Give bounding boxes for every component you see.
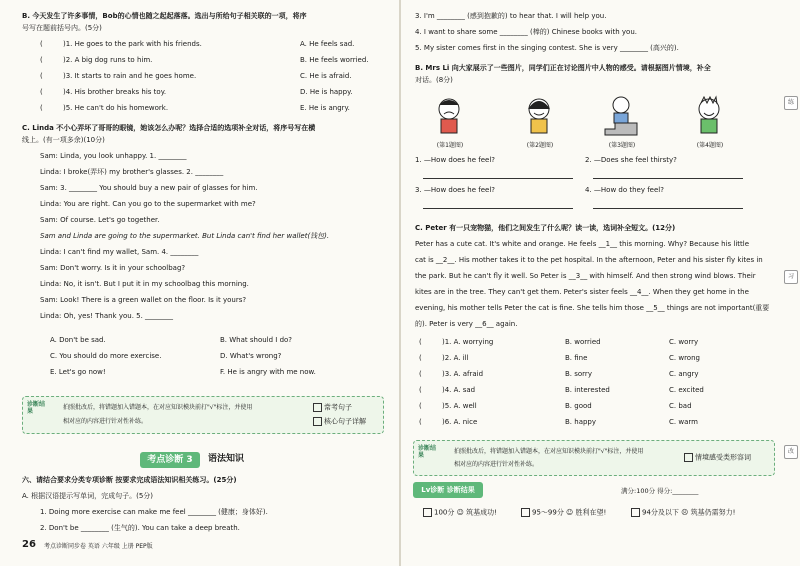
dialogue-line-1: Sam: Linda, you look unhappy. 1. ________ (40, 152, 187, 160)
result-3: 94分及以下 ☹ 筑基仍需努力! (631, 508, 735, 518)
passage-line-4: kites are in the tree. They can't get them. Peter's sister feels __4__. When they get home in the (415, 288, 749, 296)
choice-6-b: B. happy (565, 418, 597, 426)
passage-line-2: cat is __2__. His mother takes it to the pet hospital. In the afternoon, Peter and his sister fly kites in (415, 256, 763, 264)
b-option-B: B. He feels worried. (300, 56, 369, 64)
right-page (401, 0, 800, 566)
right-diag-check[interactable]: 情境感受类形容词 (684, 453, 751, 463)
left-diagnosis-box (22, 396, 384, 434)
right-b-title: B. Mrs Li 向大家展示了一些图片，同学们正在讨论图片中人物的感受。请根据图片情境，补全 (415, 64, 711, 72)
choice-row-1: ( )1. A. worrying (419, 338, 494, 346)
result-1: 100分 ☺ 筑基成功! (423, 508, 497, 518)
option-E: E. Let's go now! (50, 368, 106, 376)
left-diag-label: 诊断结果 (27, 401, 46, 415)
section-tag: 考点诊断 3 (140, 452, 200, 468)
b-option-C: C. He is afraid. (300, 72, 352, 80)
left-a-title: A. 根据汉语提示写单词，完成句子。(5分) (22, 492, 154, 500)
choice-5-c: C. bad (669, 402, 692, 410)
right-q4: 4. I want to share some ________ (棒的) Chinese books with you. (415, 28, 637, 36)
choice-row-2: ( )2. A. ill (419, 354, 469, 362)
pic-q1: 1. —How does he feel? (415, 156, 496, 164)
result-2: 95～99分 ☺ 胜利在望! (521, 508, 606, 518)
dialogue-line-9: Linda: No, it isn't. But I put it in my schoolbag this morning. (40, 280, 249, 288)
right-c-title: C. Peter 有一只宠物猫，他们之间发生了什么呢？读一读，选词补全短文。(12分) (415, 224, 676, 232)
right-diagnosis-box (413, 440, 775, 476)
pic-q2: 2. —Does she feel thirsty? (585, 156, 677, 164)
checkbox-icon (684, 453, 693, 462)
left-c-title: C. Linda 不小心弄坏了哥哥的眼镜，她该怎么办呢？选择合适的选项补全对话，将序号写在横 (22, 124, 316, 132)
b-item-4: ( )4. His brother breaks his toy. (40, 88, 167, 96)
left-diag-check-1[interactable]: 常考句子 (313, 403, 352, 413)
side-tab-2[interactable]: 习 (784, 270, 798, 284)
side-tab-3[interactable]: 改 (784, 445, 798, 459)
choice-2-b: B. fine (565, 354, 588, 362)
left-c-title2: 线上。(有一项多余)(10分) (22, 136, 105, 144)
dialogue-line-2: Linda: I broke(弄坏) my brother's glasses. 2. ________ (40, 168, 224, 176)
passage-line-1: Peter has a cute cat. It's white and orange. He feels __1__ this morning. Why? Because his little (415, 240, 750, 248)
passage-line-6: 的). Peter is very __6__ again. (415, 320, 518, 328)
result-tag: Lv诊断 诊断结果 (413, 482, 483, 498)
dialogue-line-4: Linda: You are right. Can you go to the supermarket with me? (40, 200, 256, 208)
figure-1-sad-boy (429, 95, 469, 137)
figure-2-girl (519, 95, 559, 137)
dialogue-line-7: Linda: I can't find my wallet, Sam. 4. ________ (40, 248, 199, 256)
b-option-E: E. He is angry. (300, 104, 350, 112)
b-item-3: ( )3. It starts to rain and he goes home. (40, 72, 197, 80)
side-tab-1[interactable]: 练 (784, 96, 798, 110)
checkbox-icon[interactable] (631, 508, 640, 517)
answer-line-2[interactable] (593, 178, 743, 179)
right-diag-label: 诊断结果 (418, 445, 437, 459)
checkbox-icon (313, 417, 322, 426)
choice-1-b: B. worried (565, 338, 601, 346)
a-q2: 2. Don't be ________ (生气的). You can take a deep breath. (40, 524, 240, 532)
dialogue-line-5: Sam: Of course. Let's go together. (40, 216, 160, 224)
page-number: 26 (22, 539, 36, 550)
option-C: C. You should do more exercise. (50, 352, 162, 360)
dialogue-line-8: Sam: Don't worry. Is it in your schoolbag? (40, 264, 186, 272)
left-b-title2: 号写在题前括号内。(5分) (22, 24, 102, 32)
b-option-A: A. He feels sad. (300, 40, 355, 48)
right-diag-text2: 相对应的内容进行针对性补练。 (454, 461, 539, 468)
option-B: B. What should I do? (220, 336, 293, 344)
left-page (0, 0, 399, 566)
checkbox-icon[interactable] (521, 508, 530, 517)
choice-2-c: C. wrong (669, 354, 700, 362)
checkbox-icon (313, 403, 322, 412)
choice-4-b: B. interested (565, 386, 610, 394)
figure-3-boy-stairs (601, 95, 641, 137)
answer-line-3[interactable] (423, 208, 573, 209)
caption-1: (第1题图) (436, 142, 464, 149)
choice-4-c: C. excited (669, 386, 704, 394)
a-q1: 1. Doing more exercise can make me feel ________ (健康；身体好). (40, 508, 268, 516)
b-item-5: ( )5. He can't do his homework. (40, 104, 169, 112)
left-diag-text: 拍照批改后，将错题加入错题本，在对应知识模块前打"√"标注，并使用 (63, 404, 253, 411)
choice-row-6: ( )6. A. nice (419, 418, 478, 426)
right-q3: 3. I'm ________ (感到抱歉的) to hear that. I will help you. (415, 12, 607, 20)
option-D: D. What's wrong? (220, 352, 282, 360)
score-line: 满分:100分 得分:________ (621, 487, 699, 495)
caption-3: (第3题图) (608, 142, 636, 149)
choice-3-c: C. angry (669, 370, 699, 378)
choice-6-c: C. warm (669, 418, 698, 426)
right-b-title2: 对话。(8分) (415, 76, 453, 84)
passage-line-5: evening, his mother tells Peter the cat is fine. She tells him those __5__ things are not important(重要 (415, 304, 770, 312)
pic-q4: 4. —How do they feel? (585, 186, 664, 194)
caption-2: (第2题图) (526, 142, 554, 149)
dialogue-line-10: Sam: Look! There is a green wallet on the floor. Is it yours? (40, 296, 247, 304)
b-item-1: ( )1. He goes to the park with his friends. (40, 40, 202, 48)
pic-q3: 3. —How does he feel? (415, 186, 496, 194)
right-diag-text: 拍照批改后，将错题加入错题本，在对应知识模块前打"√"标注，并使用 (454, 448, 644, 455)
choice-1-c: C. worry (669, 338, 699, 346)
caption-4: (第4题图) (696, 142, 724, 149)
choice-5-b: B. good (565, 402, 592, 410)
footer-text: 考点诊断同步卷 英语 六年级 上册 PEP版 (44, 543, 153, 550)
choice-3-b: B. sorry (565, 370, 592, 378)
choice-row-4: ( )4. A. sad (419, 386, 476, 394)
section-title: 语法知识 (208, 454, 245, 464)
option-A: A. Don't be sad. (50, 336, 106, 344)
answer-line-4[interactable] (593, 208, 743, 209)
right-q5: 5. My sister comes first in the singing contest. She is very ________ (高兴的). (415, 44, 679, 52)
choice-row-5: ( )5. A. well (419, 402, 477, 410)
dialogue-line-11: Linda: Oh, yes! Thank you. 5. ________ (40, 312, 174, 320)
option-F: F. He is angry with me now. (220, 368, 316, 376)
choice-row-3: ( )3. A. afraid (419, 370, 484, 378)
passage-line-3: the park. But he can't fly it well. So Peter is __3__ with himself. And then strong wind blows. Their (415, 272, 756, 280)
left-diag-text2: 相对应的内容进行针对性补练。 (63, 418, 148, 425)
left-diag-check-2[interactable]: 核心句子详解 (313, 417, 366, 427)
left-b-title: B. 今天发生了许多事情，Bob的心情也随之起起落落。选出与所给句子相关联的一项，将序 (22, 12, 307, 20)
six-title: 六、请结合要求分类专项诊断 按要求完成语法知识相关练习。(25分) (22, 476, 237, 484)
b-option-D: D. He is happy. (300, 88, 353, 96)
checkbox-icon[interactable] (423, 508, 432, 517)
dialogue-line-3: Sam: 3. ________ You should buy a new pair of glasses for him. (40, 184, 258, 192)
dialogue-line-6: Sam and Linda are going to the supermarket. But Linda can't find her wallet(钱包). (40, 232, 330, 240)
b-item-2: ( )2. A big dog runs to him. (40, 56, 153, 64)
answer-line-1[interactable] (423, 178, 573, 179)
figure-4-boy (689, 95, 729, 137)
